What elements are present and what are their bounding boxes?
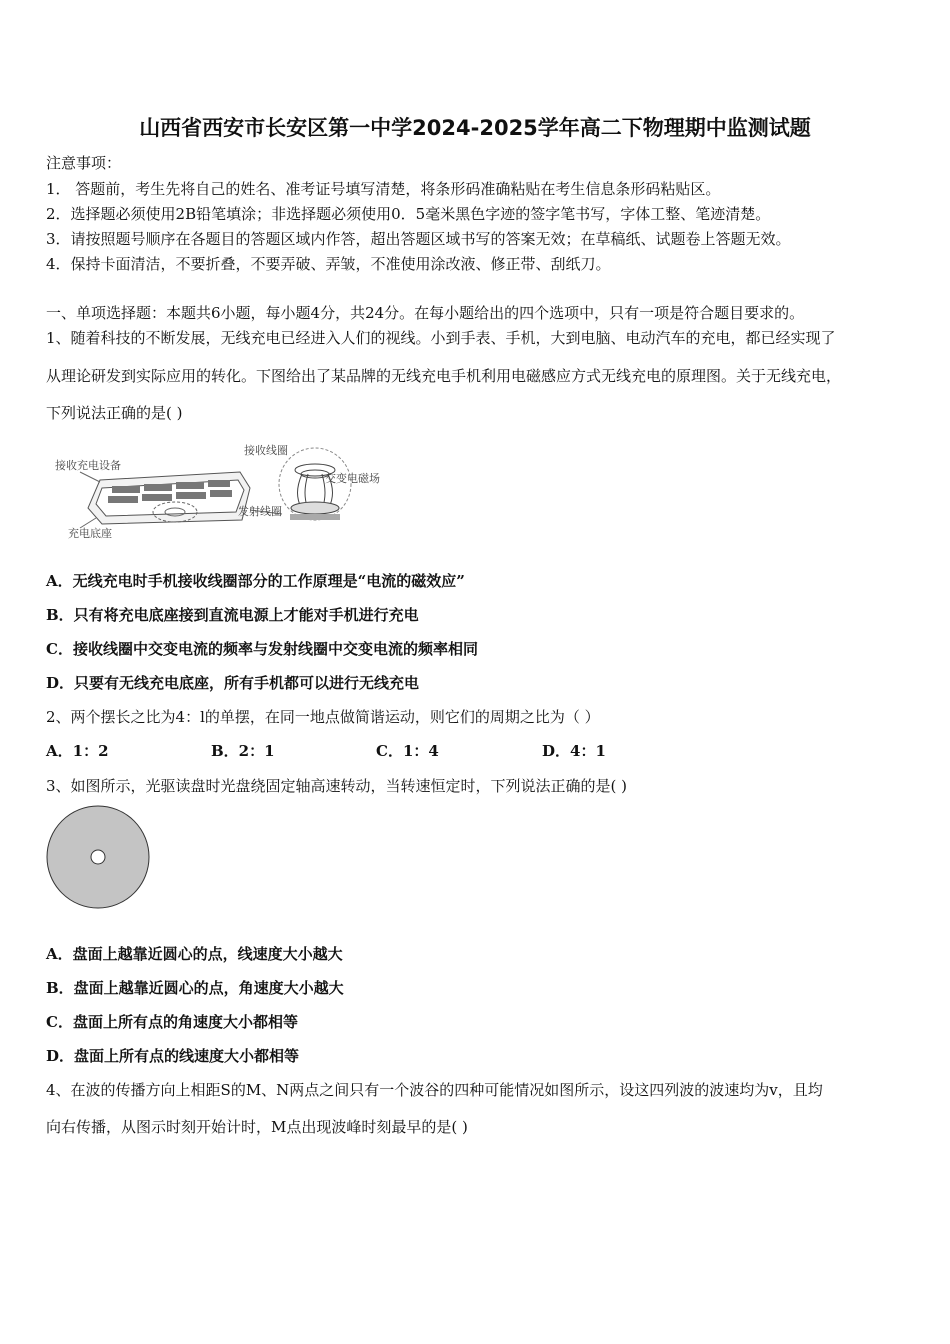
section-heading: 一、单项选择题：本题共6小题，每小题4分，共24分。在每小题给出的四个选项中，只有一项是符合题目要求的。	[46, 304, 805, 322]
q3-stem: 3、如图所示，光驱读盘时光盘绕固定轴高速转动，当转速恒定时，下列说法正确的是( )	[46, 777, 628, 795]
q1-stem-line-3: 下列说法正确的是( )	[46, 404, 183, 422]
q1-option-d: D．只要有无线充电底座，所有手机都可以进行无线充电	[46, 674, 420, 692]
q1-option-a: A．无线充电时手机接收线圈部分的工作原理是“电流的磁效应”	[46, 572, 465, 590]
page-title: 山西省西安市长安区第一中学2024-2025学年高二下物理期中监测试题	[139, 116, 811, 140]
label-receive-device: 接收充电设备	[55, 459, 121, 472]
label-transmit-coil: 发射线圈	[238, 505, 282, 518]
optical-disc-figure	[44, 804, 152, 912]
notice-item-4: 4．保持卡面清洁，不要折叠，不要弄破、弄皱，不准使用涂改液、修正带、刮纸刀。	[46, 255, 611, 273]
notice-item-1: 1． 答题前，考生先将自己的姓名、准考证号填写清楚，将条形码准确粘贴在考生信息条形码粘贴区。	[46, 180, 721, 198]
q4-stem-line-2: 向右传播，从图示时刻开始计时，M点出现波峰时刻最早的是( )	[46, 1118, 468, 1136]
q4-stem-line-1: 4、在波的传播方向上相距S的M、N两点之间只有一个波谷的四种可能情况如图所示，设这四列波的波速均为v，且均	[46, 1081, 823, 1099]
notice-item-3: 3．请按照题号顺序在各题目的答题区域内作答，超出答题区域书写的答案无效；在草稿纸、试题卷上答题无效。	[46, 230, 791, 248]
label-alternating-field: 交变电磁场	[325, 472, 380, 485]
notice-heading: 注意事项：	[46, 154, 122, 172]
q3-option-a: A．盘面上越靠近圆心的点，线速度大小越大	[46, 945, 343, 963]
q1-option-c: C．接收线圈中交变电流的频率与发射线圈中交变电流的频率相同	[46, 640, 478, 658]
q1-stem-line-2: 从理论研发到实际应用的转化。下图给出了某品牌的无线充电手机利用电磁感应方式无线充电的原理图。关于无线充电，	[46, 367, 842, 385]
q1-stem-line-1: 1、随着科技的不断发展，无线充电已经进入人们的视线。小到手表、手机，大到电脑、电动汽车的充电，都已经实现了	[46, 329, 836, 347]
q2-option-d: D．4：1	[542, 742, 606, 760]
q2-option-a: A．1：2	[46, 742, 109, 760]
q2-option-c: C．1：4	[376, 742, 439, 760]
q3-option-c: C．盘面上所有点的角速度大小都相等	[46, 1013, 298, 1031]
q2-option-b: B．2：1	[211, 742, 275, 760]
notice-item-2: 2．选择题必须使用2B铅笔填涂；非选择题必须使用0．5毫米黑色字迹的签字笔书写，字体工整、笔迹清楚。	[46, 205, 771, 223]
q2-stem: 2、两个摆长之比为4：l的单摆，在同一地点做简谐运动，则它们的周期之比为（ ）	[46, 708, 600, 726]
q3-option-d: D．盘面上所有点的线速度大小都相等	[46, 1047, 300, 1065]
label-receive-coil: 接收线圈	[244, 444, 288, 457]
q3-option-b: B．盘面上越靠近圆心的点，角速度大小越大	[46, 979, 344, 997]
q1-option-b: B．只有将充电底座接到直流电源上才能对手机进行充电	[46, 606, 419, 624]
label-charging-base: 充电底座	[68, 527, 112, 540]
wireless-charging-figure	[50, 440, 400, 550]
